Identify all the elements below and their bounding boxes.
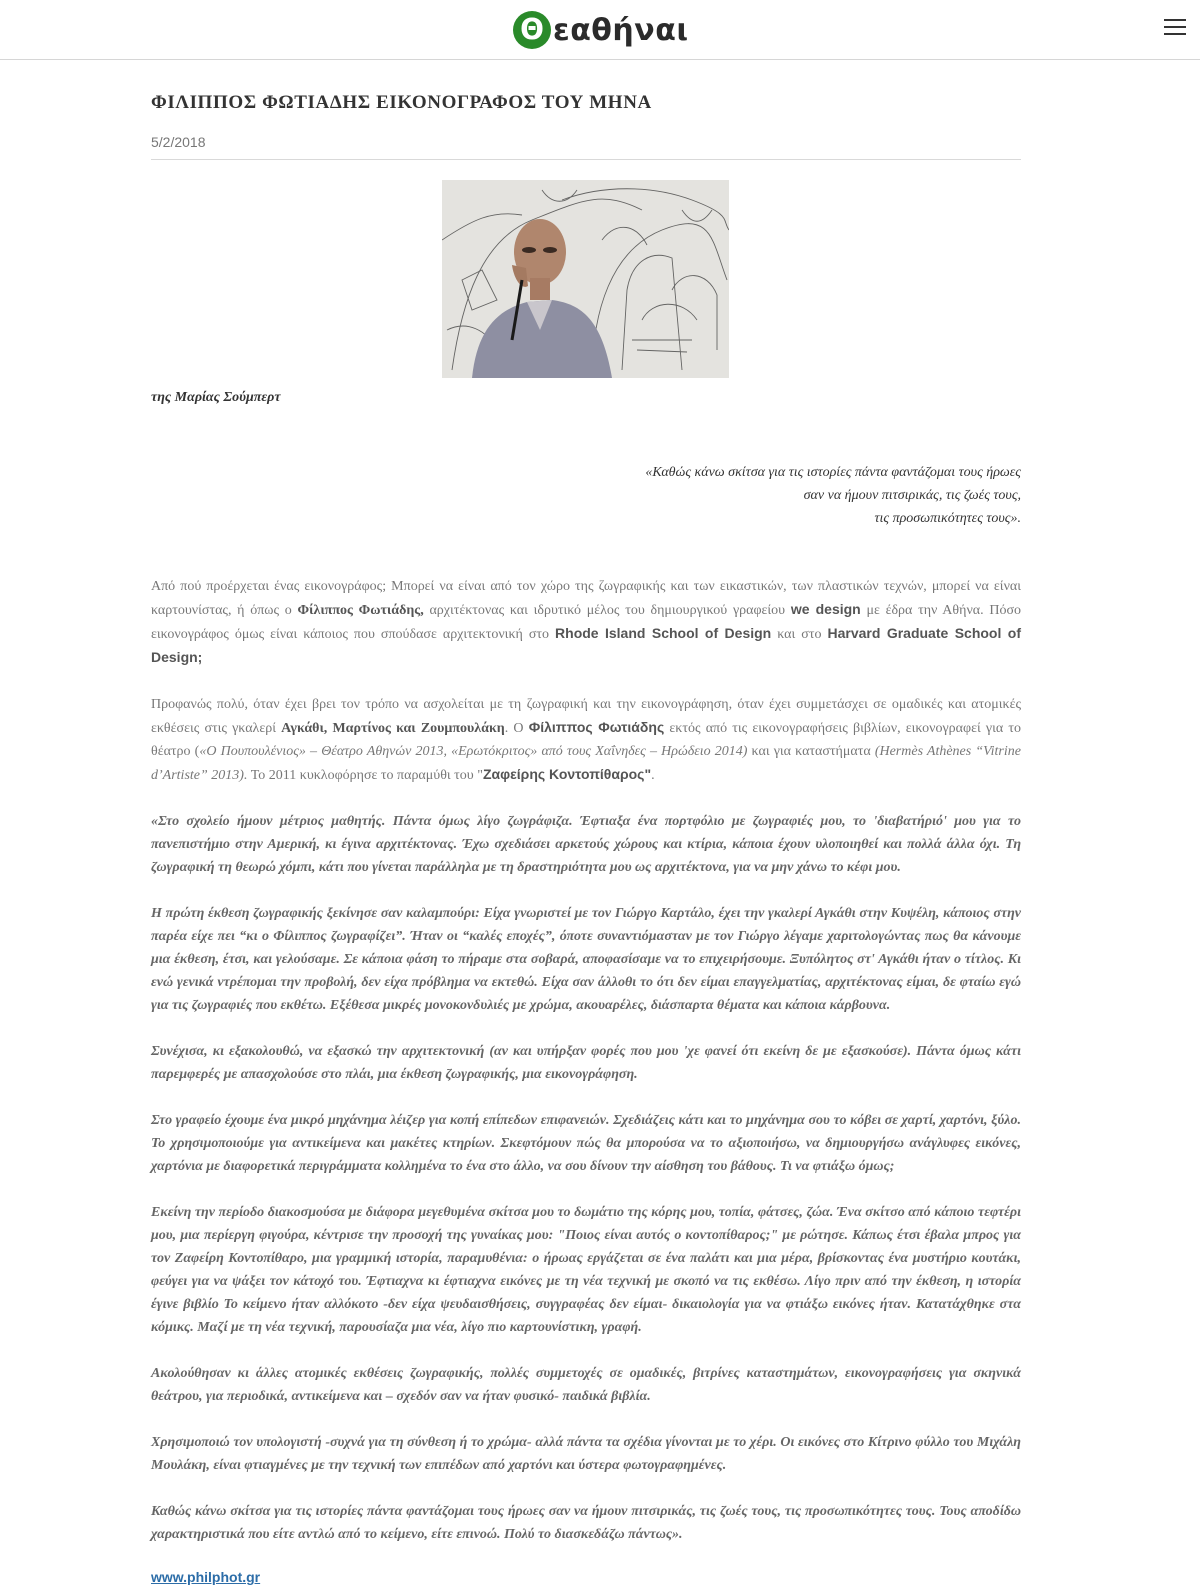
pull-quote [151, 461, 1021, 530]
interview-paragraph: «Στο σχολείο ήμουν μέτριος μαθητής. Πάντα όμως λίγο ζωγράφιζα. Έφτιαξα ένα πορτφόλιο με ζωγραφιές μου, το 'διαβατήριό' μου για το πανεπιστήμιο στην Αμερική, κι έγινα αρχιτέκτονας. Έχω σχεδιάσει αρκετούς χώρους και κτίρια, κάποια έχουν υλοποιηθεί και πολλά άλλα όχι. Τη ζωγραφική τη θεωρώ χόμπι, κάτι που γίνεται παράλληλα με τη δραστηριότητα μου ως αρχιτέκτονα, για να μην χάνω το κέφι μου. [151, 814, 1021, 875]
interview-paragraph: Ακολούθησαν κι άλλες ατομικές εκθέσεις ζωγραφικής, πολλές συμμετοχές σε ομαδικές, βιτρίνες καταστημάτων, εικονογραφήσεις για σκηνικά θεάτρου, για περιοδικά, αντικείμενα και – σχεδόν σαν να ήταν φυσικό- παιδικά βιβλία. [151, 1366, 1021, 1404]
interview-paragraph: Εκείνη την περίοδο διακοσμούσα με διάφορα μεγεθυμένα σκίτσα μου το δωμάτιο της κόρης μου, τοπία, φάτσες, ζώα. Ένα σκίτσο από κάποιο τεφτέρι μου, μια περίεργη φιγούρα, κέντρισε την προσοχή της γυναίκας μου: "Ποιος είναι αυτός ο κοντοπίθαρος;" με ρώτησε. Κάπως έτσι έβαλα μπρος για τον Ζαφείρη Κοντοπίθαρο, μια γραμμική ιστορία, παραμυθένια: ο ήρωας εργάζεται σε ένα παλάτι και μια μέρα, βρίσκοντας ένα μυστήριο κουτάκι, φεύγει για να ψάξει τον κάτοχό του. Έφτιαχνα κι έφτιαχνα εικόνες με τη νέα τεχνική με σκοπό να τις εκθέσω. Λίγο πριν από την έκθεση, η ιστορία έγινε βιβλίο Το κείμενο ήταν αλλόκοτο -δεν είχα ψευδαισθήσεις, συγγραφέας δεν είμαι- δικαιολογία για να φτιάξω εικόνες ήταν. Κατατάχθηκε στα κόμικς. Μαζί με τη νέα τεχνική, παρουσίαζα μια νέα, λίγο πιο καρτουνίστικη, γραφή. [151, 1205, 1021, 1335]
divider [151, 159, 1021, 160]
article [151, 60, 1021, 1587]
author-byline: της Μαρίας Σούμπερτ [151, 390, 281, 405]
interview-paragraph: Χρησιμοποιώ τον υπολογιστή -συχνά για τη σύνθεση ή το χρώμα- αλλά πάντα τα σχέδια γίνονται με το χέρι. Οι εικόνες στο Κίτρινο φύλλο του Μιχάλη Μουλάκη, είναι φτιαγμένες με την τεχνική των επιπέδων από χαρτόνι και ύστερα φωτογραφημένες. [151, 1435, 1021, 1473]
article-title: ΦΙΛΙΠΠΟΣ ΦΩΤΙΑΔΗΣ ΕΙΚΟΝΟΓΡΑΦΟΣ ΤΟΥ ΜΗΝΑ [151, 92, 652, 113]
article-photo [442, 180, 729, 378]
intro-paragraph: Από πού προέρχεται ένας εικονογράφος; Μπορεί να είναι από τον χώρο της ζωγραφικής και των εικαστικών, των πλαστικών τεχνών, μπορεί να είναι καρτουνίστας, ή όπως ο Φίλιππος Φωτιάδης, αρχιτέκτονας και ιδρυτικό μέλος του δημιουργικού γραφείου we design με έδρα την Αθήνα. Πόσο εικονογράφος όμως είναι κάποιος που σπούδασε αρχιτεκτονική στο Rhode Island School of Design και στο Harvard Graduate School of Design; [151, 579, 1021, 665]
website-link[interactable]: www.philphot.gr [151, 1569, 261, 1585]
logo-text: εαθήναι [553, 12, 689, 48]
bio-paragraph: Προφανώς πολύ, όταν έχει βρει τον τρόπο να ασχολείται με τη ζωγραφική και την εικονογράφηση, όταν έχει συμμετάσχει σε ομαδικές και ατομικές εκθέσεις στις γκαλερί Αγκάθι, Μαρτίνος και Ζουμπουλάκη. Ο Φίλιππος Φωτιάδης εκτός από τις εικονογραφήσεις βιβλίων, εικονογραφεί για το θέατρο («Ο Πουπουλένιος» – Θέατρο Αθηνών 2013, «Ερωτόκριτος» από τους Χαΐνηδες – Ηρώδειο 2014) και για καταστήματα (Hermès Athènes “Vitrine d’Artiste” 2013). Το 2011 κυκλοφόρησε το παραμύθι του "Ζαφείρης Κοντοπίθαρος". [151, 697, 1021, 783]
logo-theta-icon: Θ [513, 11, 551, 49]
pull-quote-line: σαν να ήμουν πιτσιρικάς, τις ζωές τους, [803, 488, 1021, 503]
interview-paragraph: Στο γραφείο έχουμε ένα μικρό μηχάνημα λέιζερ για κοπή επίπεδων επιφανειών. Σχεδιάζεις κάτι και το μηχάνημα σου το κόβει σε χαρτί, χαρτόνι, ξύλο. Το χρησιμοποιούμε για αντικείμενα και μακέτες κτηρίων. Σκεφτόμουν πώς θα μπορούσα να το αξιοποιήσω, να δημιουργήσω ανάγλυφες εικόνες, χαρτόνια με διαφορετικά περιγράμματα κολλημένα το ένα στο άλλο, να σου δίνουν την αίσθηση του βάθους. Τι να φτιάξω όμως; [151, 1113, 1021, 1174]
interview-paragraph: Η πρώτη έκθεση ζωγραφικής ξεκίνησε σαν καλαμπούρι: Είχα γνωριστεί με τον Γιώργο Καρτάλο, έχει την γκαλερί Αγκάθι στην Κυψέλη, κάποιος στην παρέα είχε πει “κι ο Φίλιππος ζωγραφίζει”. Ήταν οι “καλές εποχές”, όποτε συναντιόμασταν με τον Γιώργο λέγαμε χαριτολογώντας πως θα κάνουμε μια έκθεση, έτσι, και γελούσαμε. Σε κάποια φάση το πήραμε στα σοβαρά, αποφασίσαμε να το επιχειρήσουμε. Ξυπόλητος στ' Αγκάθι ήταν ο τίτλος. Κι ενώ γενικά ντρέπομαι την προβολή, δεν είχα πρόβλημα να εκτεθώ. Είχα σαν άλλοθι το ότι δεν είμαι επαγγελματίας, αρχιτέκτονας είμαι, δε φταίω εγώ για τις ζωγραφιές που εκθέτω. Εξέθεσα μικρές μονοκονδυλιές με χρώμα, ακουαρέλες, διάσπαρτα θέματα και κάποια κάρβουνα. [151, 906, 1021, 1013]
hamburger-menu-icon[interactable] [1164, 14, 1186, 40]
interview-paragraph: Καθώς κάνω σκίτσα για τις ιστορίες πάντα φαντάζομαι τους ήρωες σαν να ήμουν πιτσιρικάς, τις ζωές τους, τις προσωπικότητες τους. Τους αποδίδω χαρακτηριστικά που είτε αντλώ από το κείμενο, είτε επινοώ. Πολύ το διασκεδάζω πάντως». [151, 1504, 1021, 1542]
pull-quote-line: «Καθώς κάνω σκίτσα για τις ιστορίες πάντα φαντάζομαι τους ήρωες [645, 465, 1021, 480]
article-date: 5/2/2018 [151, 134, 206, 150]
site-logo[interactable] [513, 8, 689, 52]
interview-paragraph: Συνέχισα, κι εξακολουθώ, να εξασκώ την αρχιτεκτονική (αν και υπήρξαν φορές που μου 'χε φανεί ότι εκείνη δε με εξασκούσε). Πάντα όμως κάτι παρεμφερές με απασχολούσε στο πλάι, μια έκθεση ζωγραφικής, μια εικονογράφηση. [151, 1044, 1021, 1082]
pull-quote-line: τις προσωπικότητες τους». [874, 511, 1021, 526]
top-bar [0, 0, 1200, 60]
